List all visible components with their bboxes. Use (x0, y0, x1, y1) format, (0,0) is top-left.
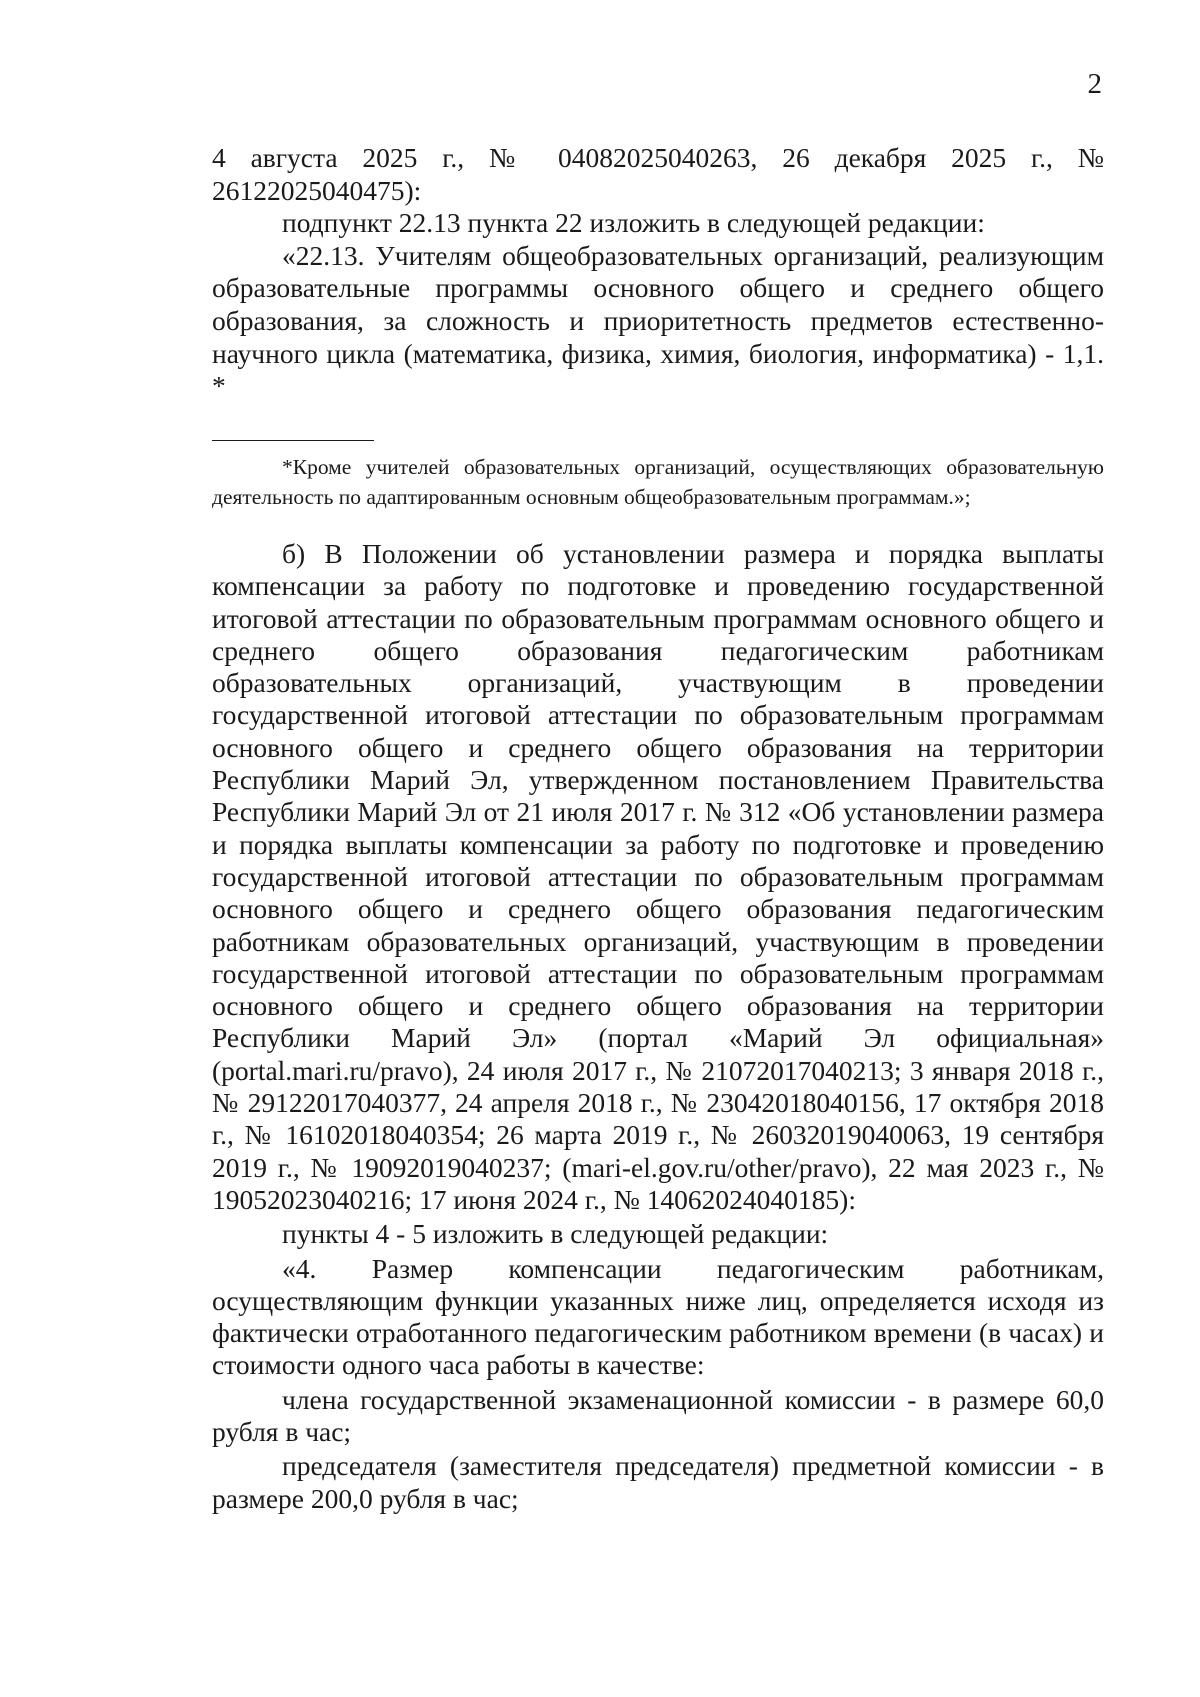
paragraph-section-b: б) В Положении об установлении размера и порядка выплаты компенсации за работу по подготовке и проведению государственной итоговой аттестации по образовательным программам основного общего и среднего общего образования педагогическим работникам образовательных организаций, участвующим в проведении государственной итоговой аттестации по образовательным программам основного общего и среднего общего образования на территории Республики Марий Эл, утвержденном постановлением Правительства Республики Марий Эл от 21 июля 2017 г. № 312 «Об установлении размера и порядка выплаты компенсации за работу по подготовке и проведению государственной итоговой аттестации по образовательным программам основного общего и среднего общего образования педагогическим работникам образовательных организаций, участвующим в проведении государственной итоговой аттестации по образовательным программам основного общего и среднего общего образования на территории Республики Марий Эл» (портал «Марий Эл официальная» (portal.mari.ru/pravo), 24 июля 2017 г., № 21072017040213; 3 января 2018 г., № 29122017040377, 24 апреля 2018 г., № 23042018040156, 17 октября 2018 г., № 16102018040354; 26 марта 2019 г., № 26032019040063, 19 сентября 2019 г., № 19092019040237; (mari-el.gov.ru/other/pravo), 22 мая 2023 г., № 19052023040216; 17 июня 2024 г., № 14062024040185): (212, 538, 1104, 1215)
page-number: 2 (1087, 68, 1102, 100)
paragraph-item-commission-chair: председателя (заместителя председателя) предметной комиссии - в размере 200,0 рубля в час; (212, 1450, 1104, 1514)
paragraph-instruction-subpoint: подпункт 22.13 пункта 22 изложить в следующей редакции: (282, 207, 985, 239)
document-body-intro (212, 142, 1104, 403)
paragraph-item-commission-member: члена государственной экзаменационной комиссии - в размере 60,0 рубля в час; (212, 1383, 1104, 1448)
document-body-section-b (212, 538, 1104, 1515)
paragraph-clause-22-13: «22.13. Учителям общеобразовательных организаций, реализующим образовательные программы основного общего и среднего общего образования, за сложность и приоритетность предметов естественно-научного цикла (математика, физика, химия, биология, информатика) - 1,1. * (212, 239, 1104, 402)
paragraph-instruction-points: пункты 4 - 5 изложить в следующей редакции: (282, 1218, 829, 1250)
footnote-separator (212, 440, 374, 441)
paragraph-amendments-continuation: 4 августа 2025 г., № 04082025040263, 26 декабря 2025 г., № 26122025040475): (212, 142, 1104, 206)
paragraph-clause-4: «4. Размер компенсации педагогическим работникам, осуществляющим функции указанных ниже лиц, определяется исходя из фактически отработанного педагогическим работником времени (в часах) и стоимости одного часа работы в качестве: (212, 1252, 1104, 1381)
footnote-text: *Кроме учителей образовательных организаций, осуществляющих образовательную деятельность по адаптированным основным общеобразовательным программам.»; (212, 455, 1104, 509)
footnote (212, 452, 1104, 512)
